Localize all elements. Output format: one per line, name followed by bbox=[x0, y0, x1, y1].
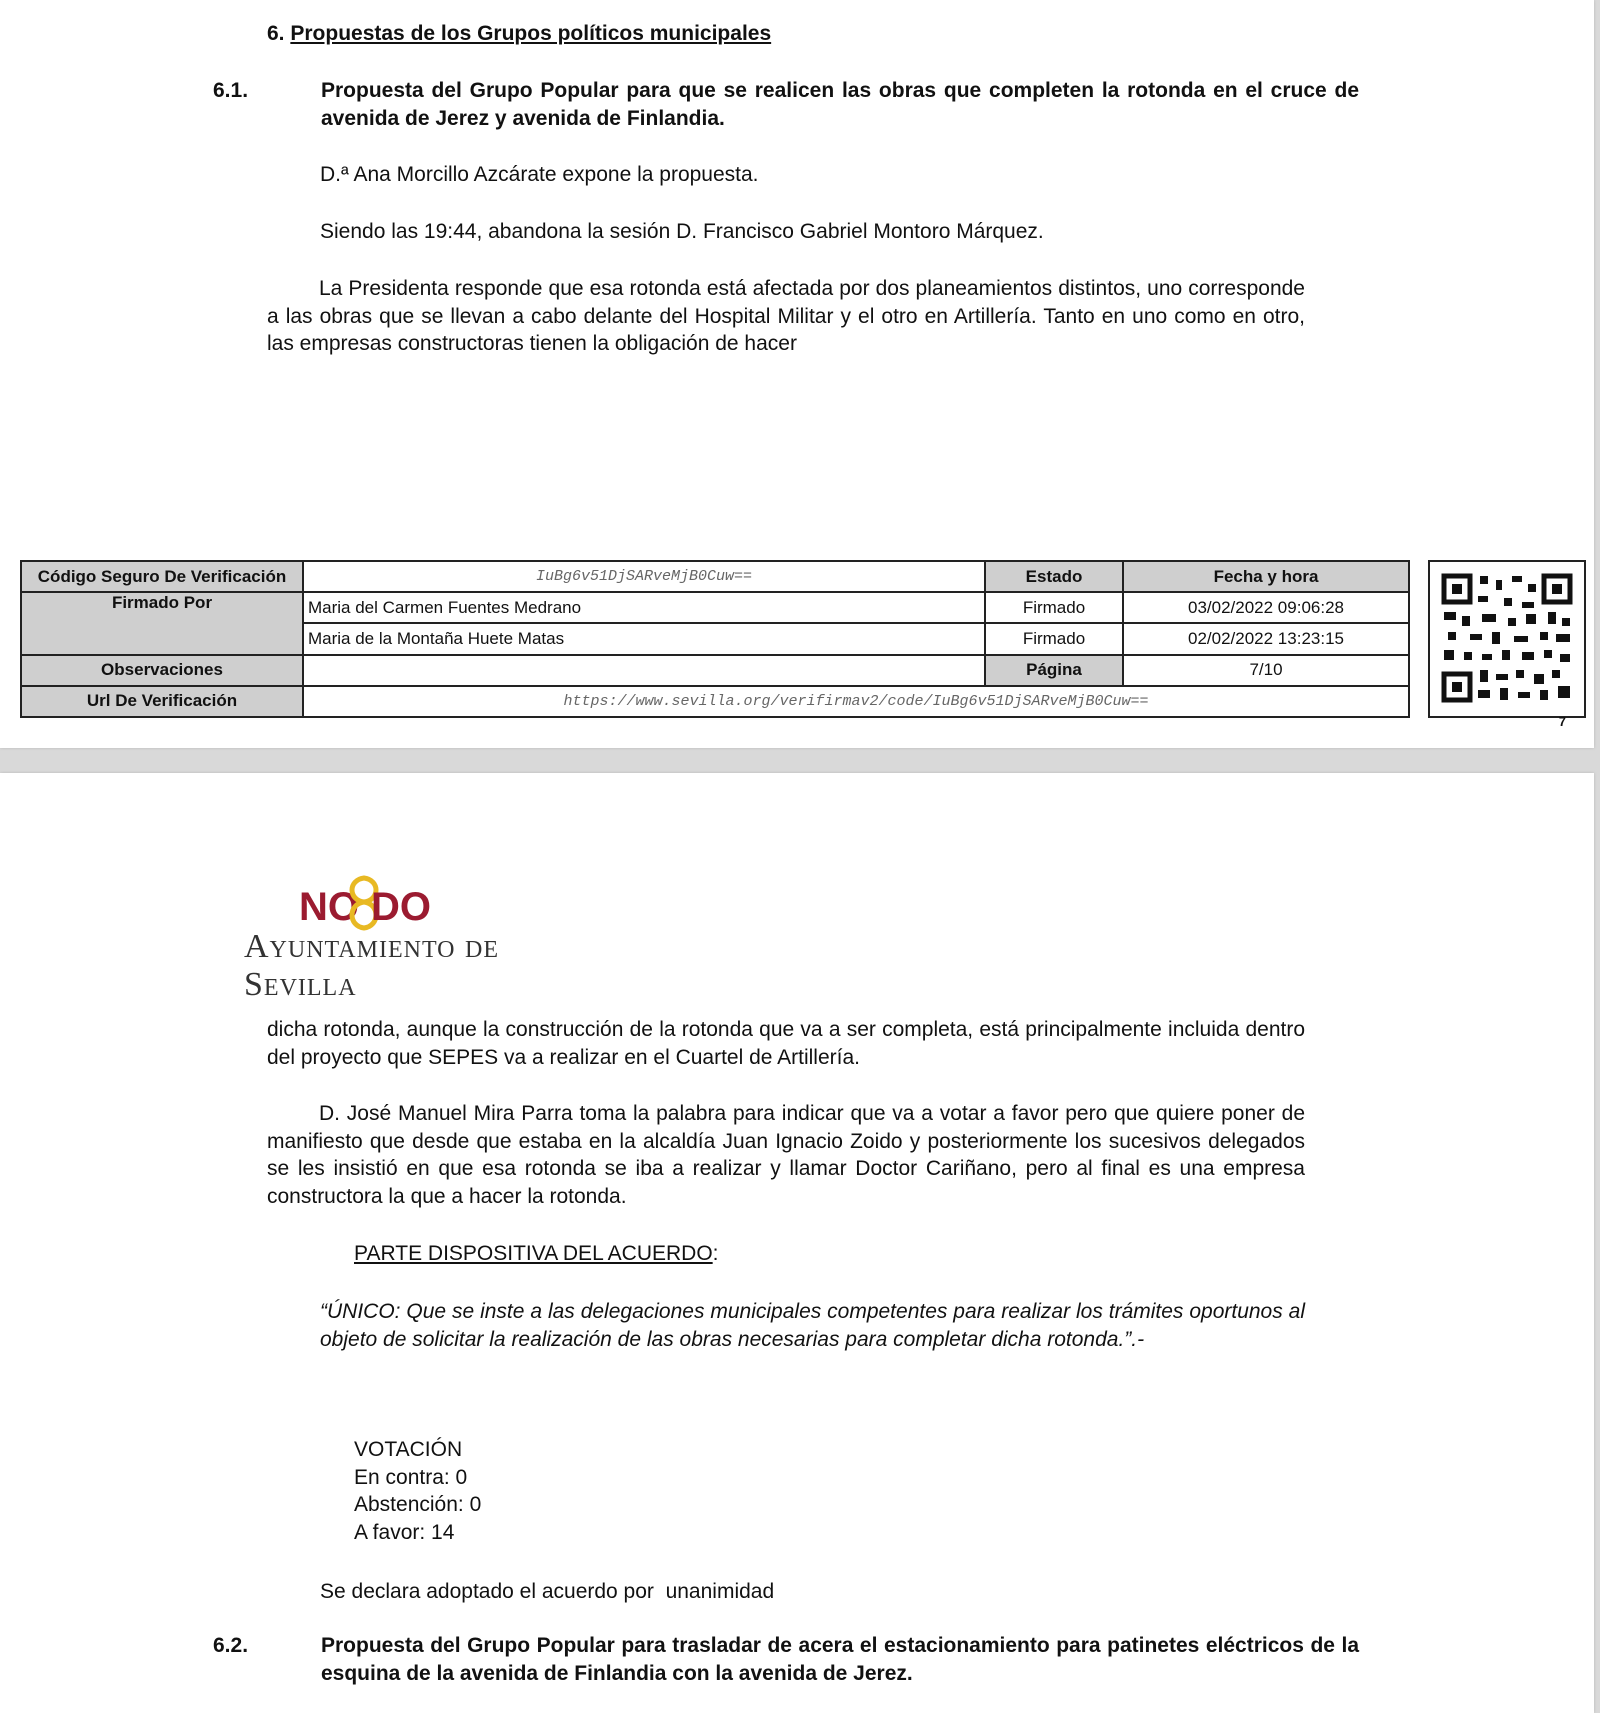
votacion-title: VOTACIÓN bbox=[354, 1438, 463, 1461]
signer-name: Maria de la Montaña Huete Matas bbox=[303, 623, 985, 654]
logo-motto-right: DO bbox=[371, 885, 431, 929]
verification-table bbox=[20, 560, 1410, 718]
firmado-label: Firmado Por bbox=[21, 592, 303, 654]
signer-estado: Firmado bbox=[985, 592, 1123, 623]
signer-fecha: 02/02/2022 13:23:15 bbox=[1123, 623, 1409, 654]
logo-org-name: Ayuntamiento de Sevilla bbox=[244, 928, 499, 1003]
observaciones-label: Observaciones bbox=[21, 655, 303, 686]
votacion-favor: A favor: 14 bbox=[354, 1520, 455, 1544]
csv-code: IuBg6v51DjSARveMjB0Cuw== bbox=[303, 561, 985, 592]
document-page-1 bbox=[0, 0, 1594, 748]
page-mark: 7 bbox=[1558, 714, 1566, 729]
paragraph: D. José Manuel Mira Parra toma la palabra para indicar que va a votar a favor pero que quiere poner de manifiesto que desde que estaba en la alcaldía Juan Ignacio Zoido y posteriormente los sucesivos delegados se les insistió en que esa rotonda se iba a realizar y llamar Doctor Cariñano, pero al final es una empresa constructora la que a hacer la rotonda. bbox=[267, 1102, 1305, 1208]
dispositiva-heading: PARTE DISPOSITIVA DEL ACUERDO: bbox=[354, 1242, 719, 1265]
observaciones-value bbox=[303, 655, 985, 686]
section-number: 6. bbox=[267, 22, 285, 45]
csv-label: Código Seguro De Verificación bbox=[21, 561, 303, 592]
item-title: Propuesta del Grupo Popular para que se realicen las obras que completen la rotonda en el cruce de avenida de Jerez y avenida de Finlandia. bbox=[321, 79, 1359, 130]
signer-fecha: 03/02/2022 09:06:28 bbox=[1123, 592, 1409, 623]
pagina-label: Página bbox=[985, 655, 1123, 686]
paragraph: dicha rotonda, aunque la construcción de la rotonda que va a ser completa, está principalmente incluida dentro del proyecto que SEPES va a realizar en el Cuartel de Artillería. bbox=[267, 1018, 1305, 1069]
estado-label: Estado bbox=[985, 561, 1123, 592]
section-heading bbox=[267, 20, 1307, 48]
item-6-1-heading bbox=[213, 77, 1359, 132]
item-number: 6.2. bbox=[213, 1634, 249, 1657]
paragraph: Siendo las 19:44, abandona la sesión D. Francisco Gabriel Montoro Márquez. bbox=[320, 220, 1044, 243]
pagina-value: 7/10 bbox=[1123, 655, 1409, 686]
url-label: Url De Verificación bbox=[21, 686, 303, 717]
signature-verification-block bbox=[20, 560, 1570, 720]
paragraph: La Presidenta responde que esa rotonda está afectada por dos planeamientos distintos, uno corresponde a las obras que se llevan a cabo delante del Hospital Militar y el otro en Artillería. Tanto en uno como en otro, las empresas constructoras tienen la obligación de hacer bbox=[267, 277, 1305, 355]
city-council-logo bbox=[244, 870, 604, 1003]
item-6-2-heading bbox=[213, 1632, 1359, 1687]
item-title: Propuesta del Grupo Popular para trasladar de acera el estacionamiento para patinetes eléctricos de la esquina de la avenida de Finlandia con la avenida de Jerez. bbox=[321, 1634, 1359, 1685]
signer-estado: Firmado bbox=[985, 623, 1123, 654]
votacion-abstencion: Abstención: 0 bbox=[354, 1493, 482, 1516]
votacion-block bbox=[354, 1436, 954, 1546]
verification-url[interactable]: https://www.sevilla.org/verifirmav2/code/IuBg6v51DjSARveMjB0Cuw== bbox=[303, 686, 1409, 717]
qr-code-icon bbox=[1428, 560, 1586, 718]
item-number: 6.1. bbox=[213, 79, 249, 102]
fecha-label: Fecha y hora bbox=[1123, 561, 1409, 592]
dispositiva-title: PARTE DISPOSITIVA DEL ACUERDO bbox=[354, 1242, 713, 1265]
votacion-contra: En contra: 0 bbox=[354, 1465, 468, 1489]
signer-name: Maria del Carmen Fuentes Medrano bbox=[303, 592, 985, 623]
paragraph: D.ª Ana Morcillo Azcárate expone la propuesta. bbox=[320, 163, 759, 186]
acuerdo-text: “ÚNICO: Que se inste a las delegaciones municipales competentes para realizar los trámites oportunos al objeto de solicitar la realización de las obras necesarias para completar dicha rotonda.”.- bbox=[320, 1300, 1305, 1351]
section-title: Propuestas de los Grupos políticos municipales bbox=[290, 22, 772, 45]
votacion-result: Se declara adoptado el acuerdo por unanimidad bbox=[320, 1580, 775, 1603]
no8do-logo-icon bbox=[244, 870, 484, 932]
logo-motto-left: NO bbox=[299, 885, 359, 929]
